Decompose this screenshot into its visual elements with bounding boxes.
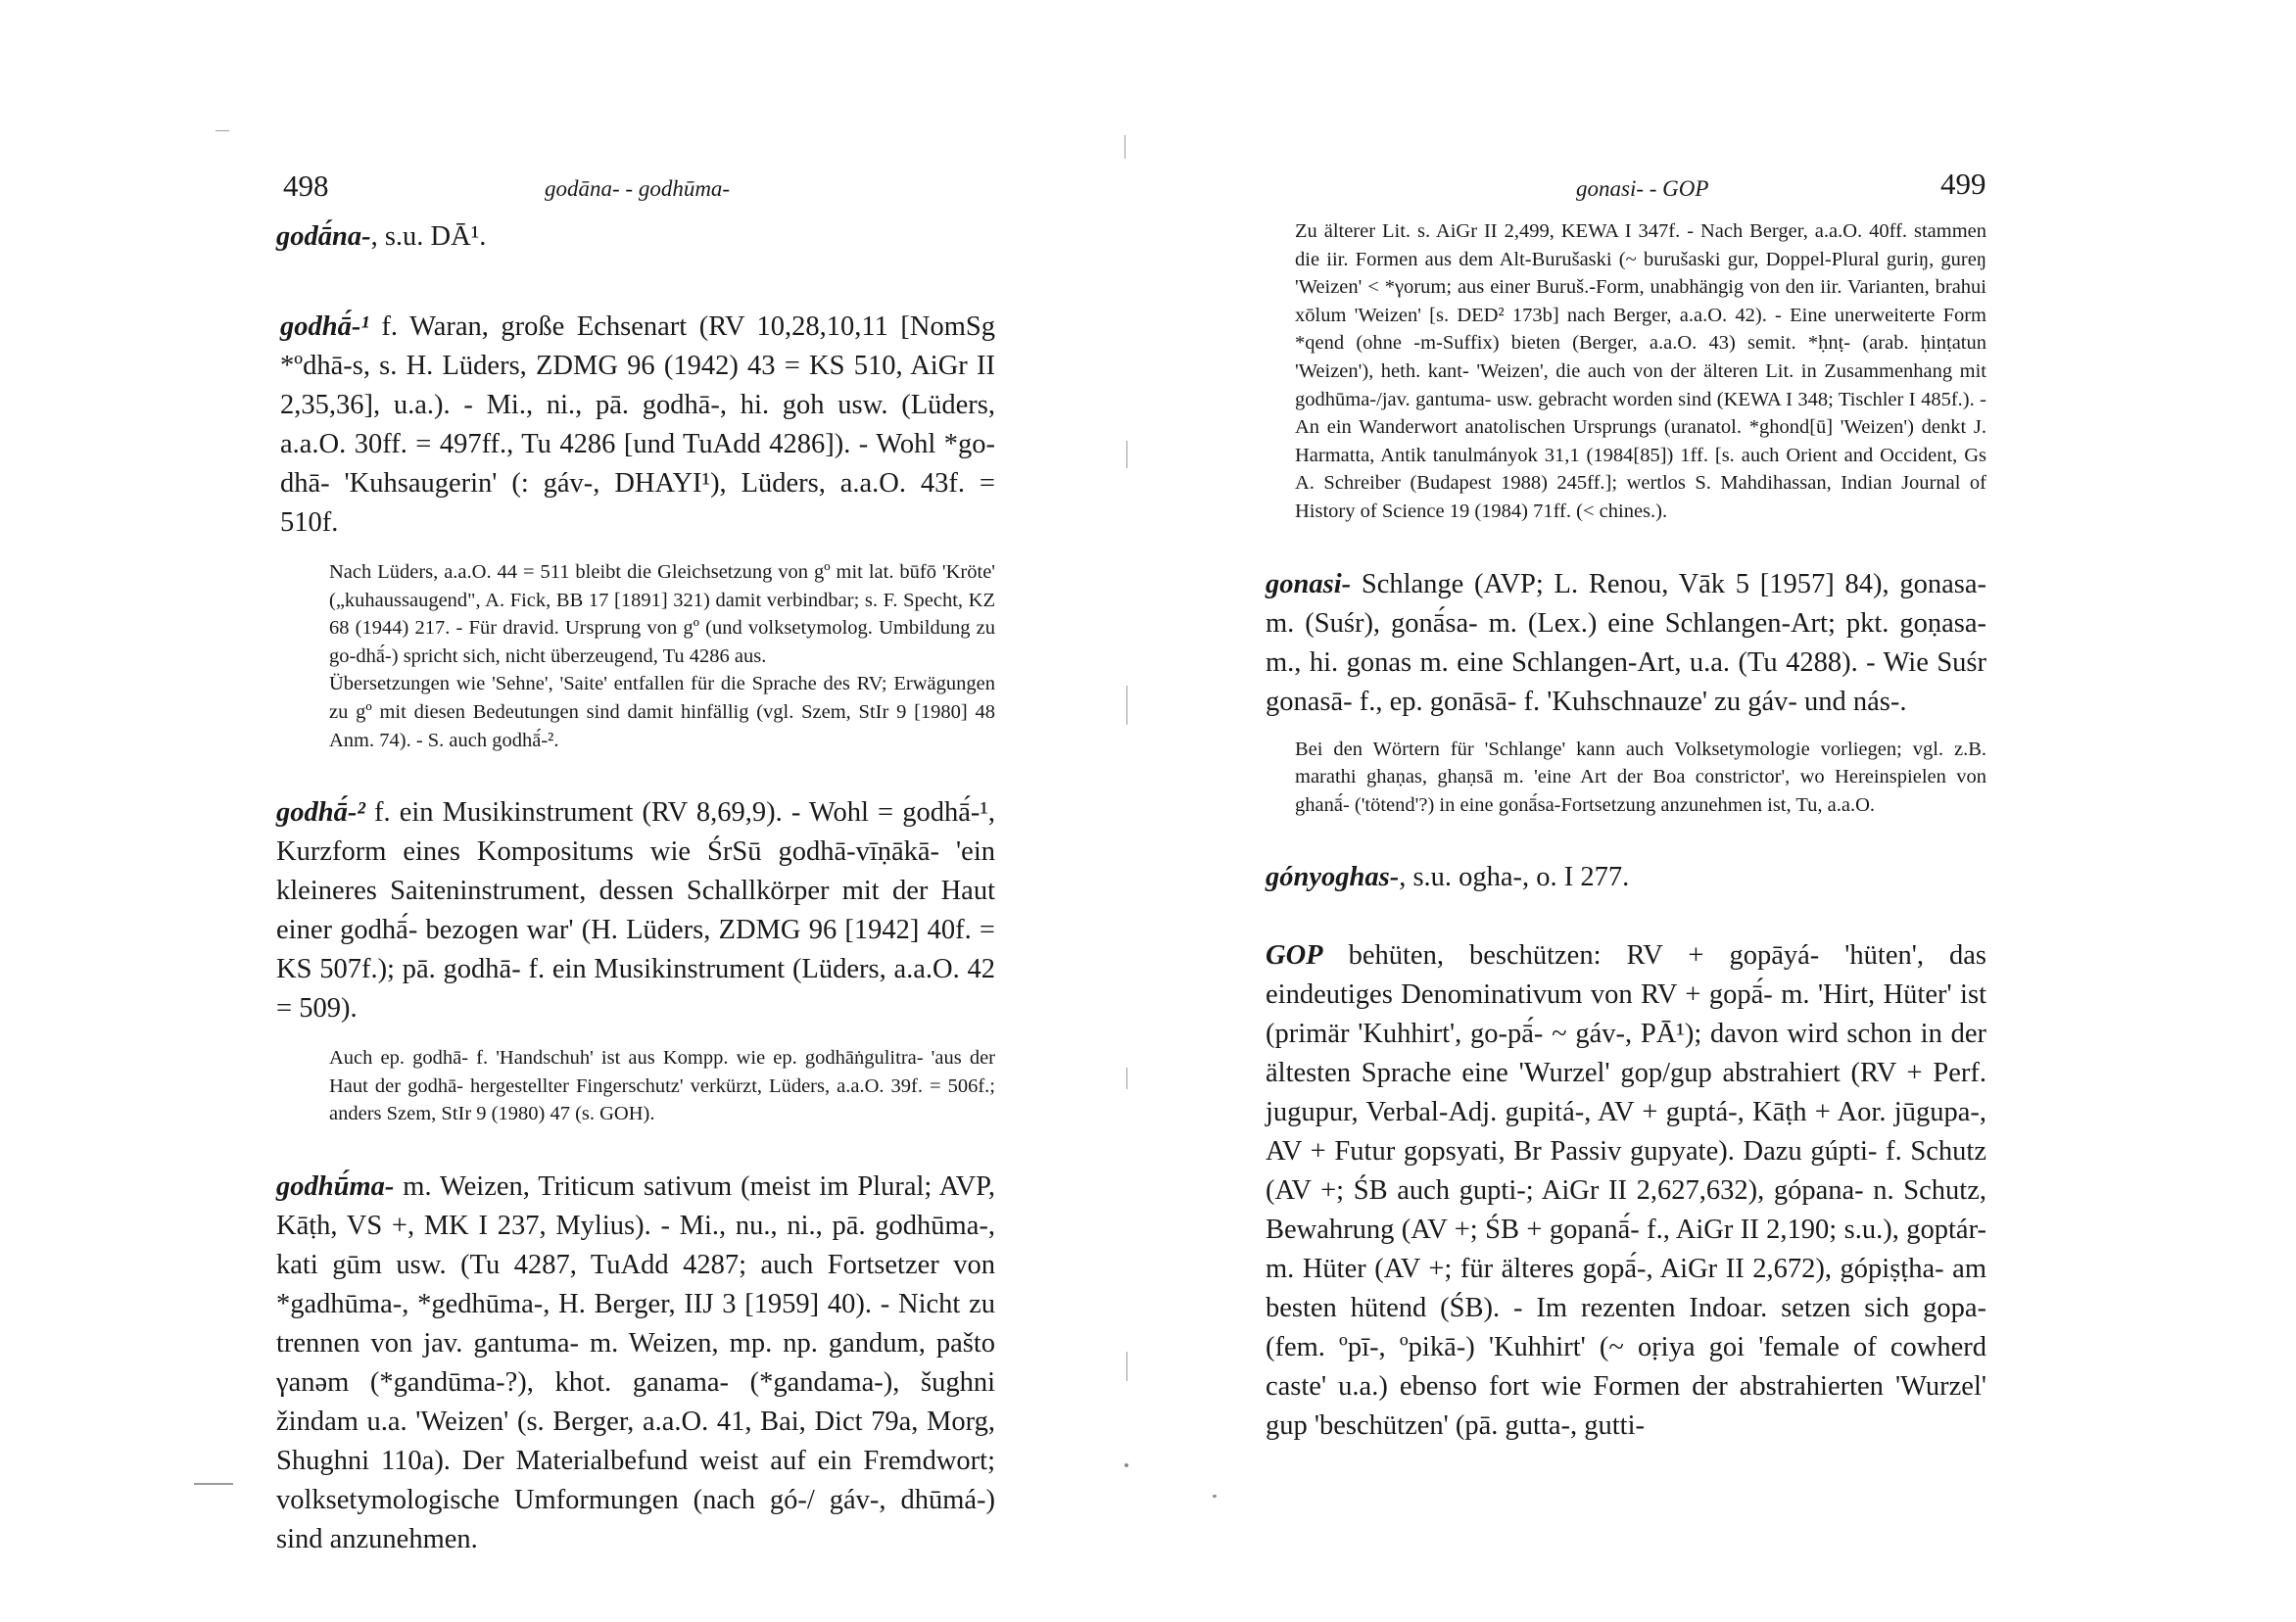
gutter-mark xyxy=(1126,686,1127,725)
note-godhuma-continued xyxy=(1266,217,1986,526)
note-paragraph: Auch ep. godhā- f. 'Handschuh' ist aus Kompp. wie ep. godhāṅgulitra- 'aus der Haut der godhā- hergestellter Fingerschutz' verkürzt, Lüders, a.a.O. 39f. = 506f.; anders Szem, StIr 9 (1980) 47 (s. GOH). xyxy=(329,1047,995,1125)
entry-text: m. Weizen, Triticum sativum (meist im Plural; AVP, Kāṭh, VS +, MK I 237, Mylius). - Mi., nu., ni., pā. godhūma-, kati gūm usw. (Tu 4287, TuAdd 4287; auch Fortsetzer von *gadhūma-, *gedhūma-, H. Berger, IIJ 3 [1959] 40). - Nicht zu trennen von jav. gantuma- m. Weizen, mp. np. gandum, pašto γanəm (*gandūma-?), khot. ganama- (*gandama-), šughni žindam u.a. 'Weizen' (s. Berger, a.a.O. 41, Bai, Dict 79a, Morg, Shughni 110a). Der Materialbefund weist auf ein Fremdwort; volksetymologische Umformungen (nach gó-/ gáv-, dhūmá-) sind anzunehmen. xyxy=(276,1170,995,1554)
running-head: godāna- - godhūma- xyxy=(545,176,731,201)
running-head: gonasi- - GOP xyxy=(1576,176,1709,201)
entry-godhuma xyxy=(276,1168,995,1559)
entry-text: f. Waran, große Echsenart (RV 10,28,10,11 [NomSg *ºdhā-s, s. H. Lüders, ZDMG 96 (1942) 43 = KS 510, AiGr II 2,35,36], u.a.). - Mi., ni., pā. godhā-, hi. goh usw. (Lüders, a.a.O. 30ff. = 497ff., Tu 4286 [und TuAdd 4286]). - Wohl *go-dhā- 'Kuhsaugerin' (: gáv-, DHAYI¹), Lüders, a.a.O. 43f. = 510f. xyxy=(280,311,995,538)
entry-text: Schlange (AVP; L. Renou, Vāk 5 [1957] 84), gonasa- m. (Suśr), gonā́sa- m. (Lex.) eine Schlangen-Art; pkt. goṇasa- m., hi. gonas m. eine Schlangen-Art, u.a. (Tu 4288). - Wie Suśr gonasā- f., ep. gonāsā- f. 'Kuhschnauze' zu gáv- und nás-. xyxy=(1266,568,1986,717)
gutter-mark xyxy=(1126,441,1127,468)
entry-lemma: godā́na- xyxy=(276,221,371,252)
right-page xyxy=(1148,0,2296,1622)
entry-text: , s.u. ogha-, o. I 277. xyxy=(1399,862,1630,893)
note-paragraph: Übersetzungen wie 'Sehne', 'Saite' entfallen für die Sprache des RV; Erwägungen zu gº mit diesen Bedeutungen sind damit hinfällig (vgl. Szem, StIr 9 [1980] 48 Anm. 74). - S. auch godhā́-². xyxy=(329,673,995,751)
entry-lemma: godhū́ma- xyxy=(276,1170,395,1202)
left-column xyxy=(276,217,995,1559)
entry-lemma: godhā́-¹ xyxy=(280,311,369,342)
entry-lemma: GOP xyxy=(1266,940,1323,972)
note-gonasi xyxy=(1266,736,1986,820)
entry-text: f. ein Musikinstrument (RV 8,69,9). - Wohl = godhā́-¹, Kurzform eines Kompositums wie ŚrSū godhā-vīṇākā- 'ein kleineres Saiteninstrument, dessen Schallkörper mit der Haut einer godhā́- bezogen war' (H. Lüders, ZDMG 96 [1942] 40f. = KS 507f.); pā. godhā- f. ein Musikinstrument (Lüders, a.a.O. 42 = 509). xyxy=(276,797,995,1025)
entry-gonyoghas xyxy=(1266,858,1986,897)
entry-godha-1 xyxy=(276,308,995,543)
entry-godha-2 xyxy=(276,793,995,1028)
entry-lemma: gónyoghas- xyxy=(1266,862,1400,893)
entry-gop xyxy=(1266,936,1986,1446)
scan-mark xyxy=(215,130,229,131)
note-paragraph: Zu älterer Lit. s. AiGr II 2,499, KEWA I 347f. - Nach Berger, a.a.O. 40ff. stammen die iir. Formen aus dem Alt-Burušaski (~ burušaski gur, Doppel-Plural guriŋ, gureŋ 'Weizen' < *γorum; aus einer Buruš.-Form, unabhängig von den iir. Varianten, brahui xōlum 'Weizen' [s. DED² 173b] nach Berger, a.a.O. 42). - Eine unerweiterte Form *qend (ohne -m-Suffix) bieten (Berger, a.a.O. 43) semit. *ḥnṭ- (arab. ḥinṭatun 'Weizen'), heth. kant- 'Weizen', die auch von der älteren Lit. in Zusammenhang mit godhūma-/jav. gantuma- usw. gebracht worden sind (KEWA I 348; Tischler I 485f.). - An ein Wanderwort anatolischen Ursprungs (uranatol. *ghond[ū] 'Weizen') denkt J. Harmatta, Antik tanulmányok 31,1 (1984[85]) 1ff. [s. auch Orient and Occident, Gs A. Schreiber (Budapest 1988) 245ff.]; wertlos S. Mahdihassan, Indian Journal of History of Science 19 (1984) 71ff. (< chines.). xyxy=(1295,220,1986,522)
entry-text: , s.u. DĀ¹. xyxy=(370,221,487,252)
entry-lemma: godhā́-² xyxy=(276,797,365,829)
entry-gonasi xyxy=(1266,565,1986,722)
note-paragraph: Nach Lüders, a.a.O. 44 = 511 bleibt die Gleichsetzung von gº mit lat. būfō 'Kröte' („kuhaussaugend", A. Fick, BB 17 [1891] 321) damit verbindbar; s. F. Specht, KZ 68 (1944) 217. - Für dravid. Ursprung von gº (und volksetymolog. Umbildung zu go-dhā́-) spricht sich, nicht überzeugend, Tu 4286 aus. xyxy=(329,561,995,667)
scan-mark xyxy=(1213,1495,1217,1498)
gutter-mark xyxy=(1124,1463,1128,1467)
gutter-mark xyxy=(1126,1352,1127,1381)
gutter-mark xyxy=(1124,135,1125,159)
right-column xyxy=(1266,217,1986,1446)
note-paragraph: Bei den Wörtern für 'Schlange' kann auch Volksetymologie vorliegen; vgl. z.B. marathi ghaṇas, ghaṇsā m. 'eine Art der Boa constrictor', wo Hereinspielen von ghanā́- ('tötend'?) in eine gonā́sa-Fortsetzung anzunehmen ist, Tu, a.a.O. xyxy=(1295,738,1986,816)
scan-mark xyxy=(194,1483,233,1485)
page-number: 498 xyxy=(283,168,329,203)
page-number: 499 xyxy=(1940,167,1986,201)
entry-lemma: gonasi- xyxy=(1266,568,1352,599)
note-godha-2 xyxy=(276,1044,995,1128)
gutter-mark xyxy=(1126,1068,1127,1089)
note-godha-1 xyxy=(276,558,995,754)
entry-godana xyxy=(276,217,995,257)
entry-text: behüten, beschützen: RV + gopāyá- 'hüten', das eindeutiges Denominativum von RV + gopā́- m. 'Hirt, Hüter' ist (primär 'Kuhhirt', go-pā́- ~ gáv-, PĀ¹); davon wird schon in der ältesten Sprache eine 'Wurzel' gop/gup abstrahiert (RV + Perf. jugupur, Verbal-Adj. gupitá-, AV + guptá-, Kāṭh + Aor. jūgupa-, AV + Futur gopsyati, Br Passiv gupyate). Dazu gúpti- f. Schutz (AV +; ŚB auch gupti-; AiGr II 2,627,632), gópana- n. Schutz, Bewahrung (AV +; ŚB + gopanā́- f., AiGr II 2,190; s.u.), goptár- m. Hüter (AV +; für älteres gopā́-, AiGr II 2,672), gópiṣṭha- am besten hütend (ŚB). - Im rezenten Indoar. setzen sich gopa- (fem. ºpī-, ºpikā-) 'Kuhhirt' (~ oṛiya goi 'female of cowherd caste' u.a.) ebenso fort wie Formen der abstrahierten 'Wurzel' gup 'beschützen' (pā. gutta-, gutti- xyxy=(1266,940,1986,1442)
